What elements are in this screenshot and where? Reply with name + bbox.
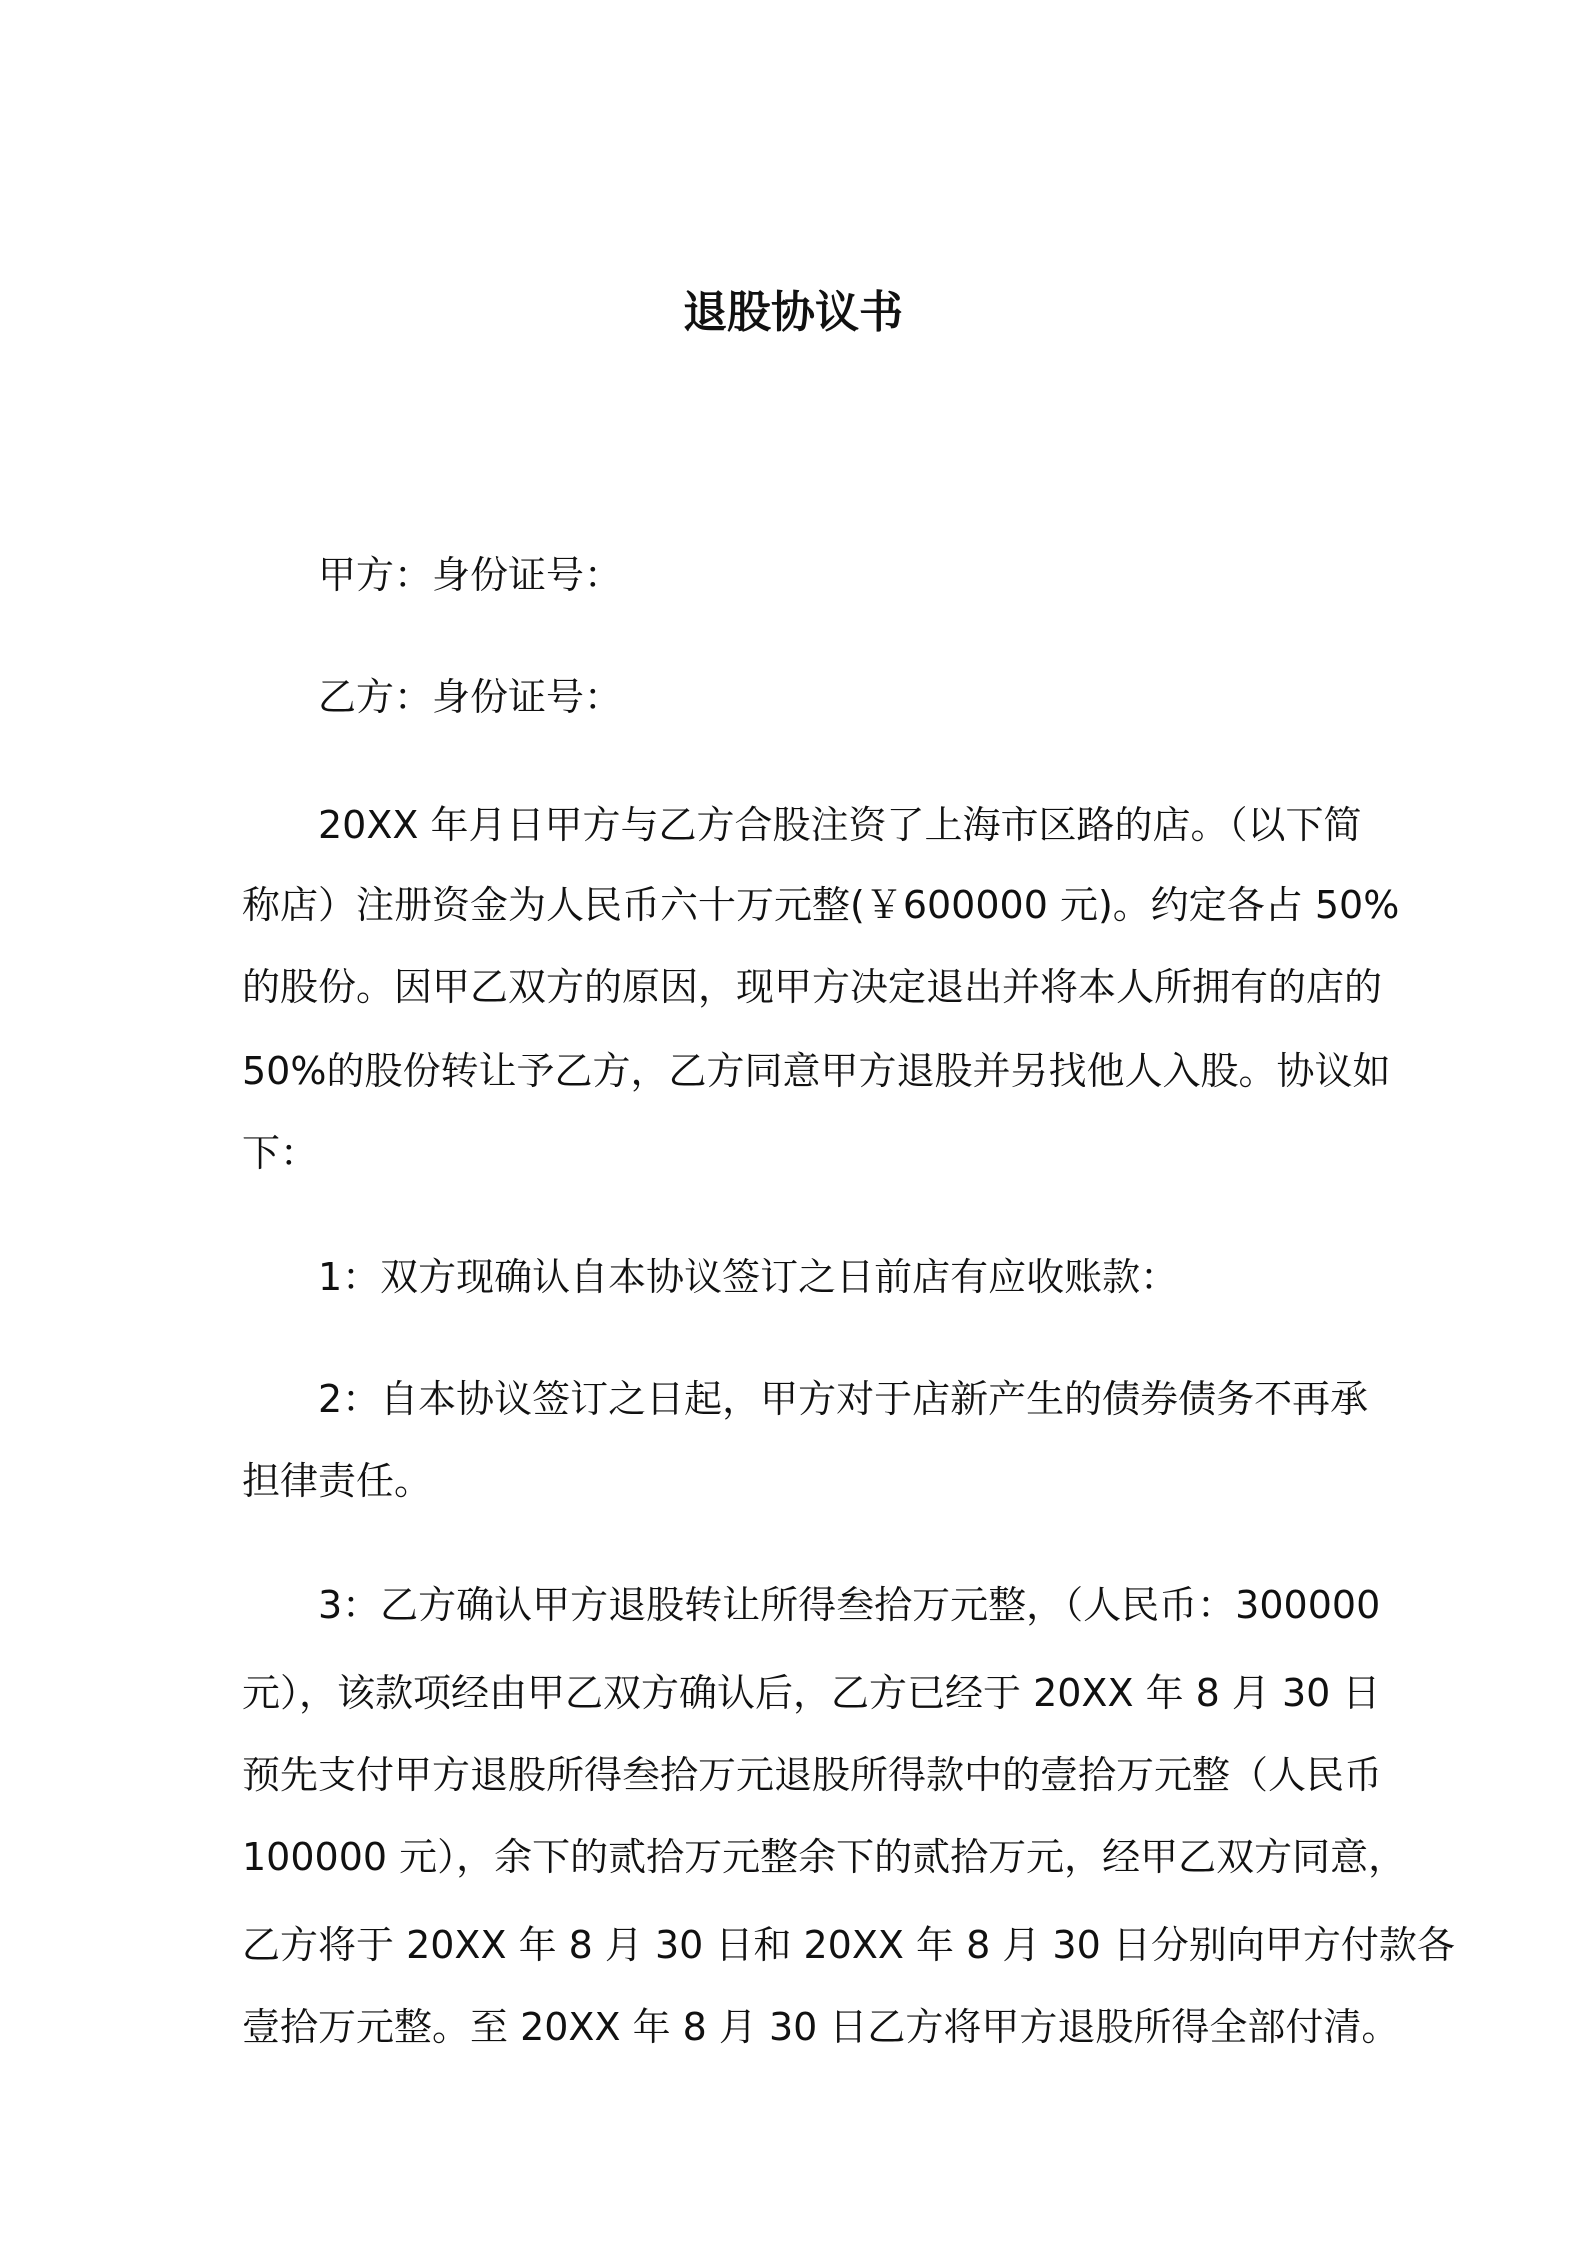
paragraph-line: 乙方将于 20XX 年 8 月 30 日和 20XX 年 8 月 30 日分别向甲方付款各 [242, 1923, 1455, 1967]
document-title: 退股协议书 [683, 287, 903, 338]
paragraph-line: 的股份。因甲乙双方的原因，现甲方决定退出并将本人所拥有的店的 [242, 965, 1383, 1009]
paragraph-line: 3：乙方确认甲方退股转让所得叁拾万元整，（人民币：300000 [318, 1583, 1381, 1627]
party-a-line: 甲方：身份证号： [318, 553, 623, 597]
paragraph-line: 50%的股份转让予乙方，乙方同意甲方退股并另找他人入股。协议如 [242, 1049, 1391, 1093]
paragraph-line: 下： [242, 1131, 319, 1175]
paragraph-line: 100000 元），余下的贰拾万元整余下的贰拾万元，经甲乙双方同意， [242, 1835, 1407, 1879]
paragraph-line: 预先支付甲方退股所得叁拾万元退股所得款中的壹拾万元整（人民币 [242, 1753, 1383, 1797]
paragraph-line: 称店）注册资金为人民币六十万元整(￥600000 元)。约定各占 50% [242, 883, 1400, 927]
paragraph-line: 1：双方现确认自本协议签订之日前店有应收账款： [318, 1255, 1179, 1299]
paragraph-line: 壹拾万元整。至 20XX 年 8 月 30 日乙方将甲方退股所得全部付清。 [242, 2005, 1400, 2049]
paragraph-line: 元），该款项经由甲乙双方确认后，乙方已经于 20XX 年 8 月 30 日 [242, 1671, 1381, 1715]
paragraph-line: 20XX 年月日甲方与乙方合股注资了上海市区路的店。（以下简 [318, 803, 1362, 847]
party-b-line: 乙方：身份证号： [318, 675, 623, 719]
paragraph-line: 2：自本协议签订之日起，甲方对于店新产生的债券债务不再承 [318, 1377, 1369, 1421]
paragraph-line: 担律责任。 [242, 1459, 433, 1503]
